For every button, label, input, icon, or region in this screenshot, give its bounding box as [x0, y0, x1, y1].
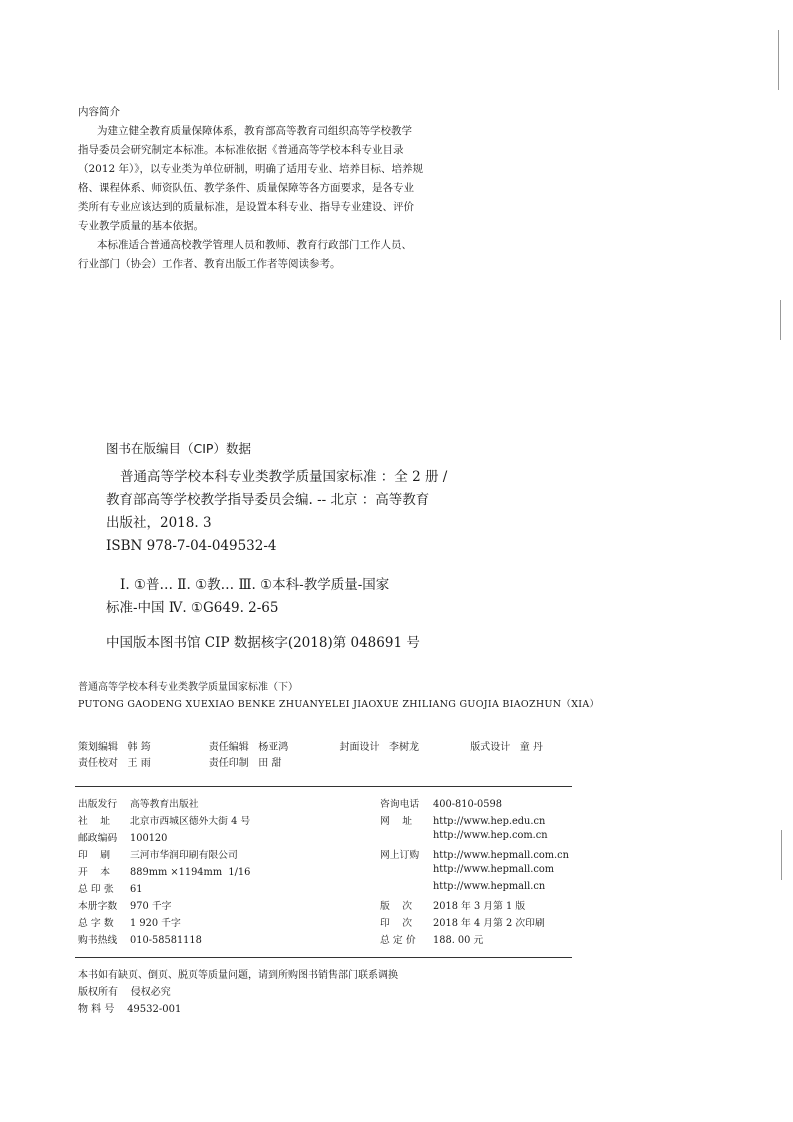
pub-value: 1 920 千字: [130, 918, 181, 929]
cip-title: 图书在版编目（CIP）数据: [106, 441, 251, 456]
staff-row: [78, 754, 281, 769]
staff-name: 田 甜: [258, 758, 282, 769]
pub-info-row: [380, 898, 525, 912]
staff-name: 童 丹: [519, 742, 543, 753]
pub-key: 网 址: [380, 816, 413, 827]
website-link[interactable]: http://www.hepmall.cn: [433, 881, 546, 892]
pub-key: 社 址: [78, 816, 111, 827]
cip-isbn: ISBN 978-7-04-049532-4: [106, 538, 277, 554]
divider: [75, 957, 572, 958]
book-title: 普通高等学校本科专业类教学质量国家标准（下）: [78, 682, 298, 693]
pub-info-row: [78, 847, 238, 861]
intro-body: [78, 122, 428, 274]
pub-info-row: [78, 932, 202, 946]
pub-key: 开 本: [78, 867, 111, 878]
staff-role: 版式设计: [470, 742, 511, 753]
staff-role: 责任校对: [78, 758, 118, 769]
website-link[interactable]: http://www.hep.edu.cn: [433, 816, 546, 827]
pub-info-row: [78, 864, 250, 878]
pub-value: 三河市华润印刷有限公司: [130, 850, 238, 861]
pub-value: 61: [130, 884, 143, 895]
pub-key: 版 次: [380, 901, 413, 912]
pub-value: 高等教育出版社: [130, 799, 199, 810]
cip-classification: 标准-中国 Ⅳ. ①G649. 2-65: [106, 600, 279, 616]
cip-number: 中国版本图书馆 CIP 数据核字(2018)第 048691 号: [106, 635, 420, 651]
divider: [75, 786, 572, 787]
website-link[interactable]: http://www.hepmall.com: [433, 864, 555, 875]
cip-line: 教育部高等学校教学指导委员会编. -- 北京 ：高等教育: [106, 492, 430, 508]
staff-role: 封面设计: [339, 742, 380, 753]
pub-value: 100120: [130, 833, 168, 844]
website-link[interactable]: http://www.hep.com.cn: [433, 830, 548, 841]
pub-key: 印 次: [380, 918, 413, 929]
intro-line: 为建立健全教育质量保障体系，教育部高等教育司组织高等学校教学: [97, 125, 412, 137]
pub-key: 出版发行: [78, 799, 118, 810]
pub-key: 总 定 价: [380, 935, 416, 946]
cip-block: [106, 466, 476, 655]
pub-info-row: [78, 898, 171, 912]
scan-edge-mark: [780, 300, 781, 340]
pub-info-row: [78, 830, 167, 844]
intro-line: 专业教学质量的基本依据。: [78, 220, 204, 232]
pub-value: 970 千字: [130, 901, 172, 912]
pub-key: 本册字数: [78, 901, 118, 912]
staff-name: 杨亚鸿: [258, 742, 289, 753]
pub-key: 总 印 张: [78, 884, 114, 895]
footer-material-number: 物 料 号 49532-001: [78, 1004, 182, 1015]
staff-name: 王 雨: [127, 758, 151, 769]
staff-role: 责任编辑: [208, 742, 249, 753]
scan-edge-mark: [778, 30, 779, 90]
pub-value: 010-58581118: [130, 935, 202, 946]
intro-line: 类所有专业应该达到的质量标准，是设置本科专业、指导专业建设、评价: [78, 201, 414, 213]
footer-note: 本书如有缺页、倒页、脱页等质量问题，请到所购图书销售部门联系调换: [78, 970, 398, 981]
pub-info-row: [78, 813, 250, 827]
pub-key: 印 刷: [78, 850, 111, 861]
pub-info-row: [78, 881, 142, 895]
pub-info-row: [380, 932, 483, 946]
pub-info-row: [78, 796, 199, 810]
pub-value: 北京市西城区德外大街 4 号: [130, 816, 251, 827]
intro-line: 指导委员会研究制定本标准。本标准依据《普通高等学校本科专业目录: [78, 144, 404, 156]
cip-classification: Ⅰ. ①普… Ⅱ. ①教… Ⅲ. ①本科-教学质量-国家: [120, 577, 390, 593]
pub-info-row: [78, 915, 181, 929]
pub-value: 2018 年 3 月第 1 版: [433, 901, 526, 912]
website-link[interactable]: http://www.hepmall.com.cn: [433, 850, 569, 861]
staff-role: 责任印制: [208, 758, 249, 769]
pub-value: 400-810-0598: [433, 799, 502, 810]
intro-line: 本标准适合普通高校教学管理人员和教师、教育行政部门工作人员、: [97, 239, 412, 251]
cip-line: 出版社，2018. 3: [106, 515, 212, 531]
intro-line: （2012 年）》，以专业类为单位研制，明确了适用专业、培养目标、培养规: [78, 163, 424, 175]
pub-info-row: [380, 915, 545, 929]
cip-line: 普通高等学校本科专业类教学质量国家标准 ：全 2 册 /: [120, 469, 448, 485]
pub-value: 889mm ×1194mm 1/16: [130, 867, 251, 878]
pub-value: 188. 00 元: [433, 935, 484, 946]
staff-row: [78, 738, 543, 753]
pub-info-row: [380, 881, 545, 892]
pub-key: 邮政编码: [78, 833, 118, 844]
pub-value: 2018 年 4 月第 2 次印刷: [433, 918, 545, 929]
pub-key: 咨询电话: [380, 799, 420, 810]
staff-name: 李树龙: [389, 742, 420, 753]
intro-line: 行业部门（协会）工作者、教育出版工作者等阅读参考。: [78, 258, 341, 270]
pub-key: 总 字 数: [78, 918, 114, 929]
pub-info-row: [380, 796, 502, 810]
pub-info-row: [380, 830, 548, 841]
pub-info-row: [380, 847, 569, 861]
intro-title: 内容简介: [78, 106, 120, 118]
scan-edge-mark: [781, 830, 782, 880]
staff-name: 韩 筠: [127, 742, 151, 753]
pub-info-row: [380, 813, 545, 827]
book-title-pinyin: PUTONG GAODENG XUEXIAO BENKE ZHUANYELEI JIAOXUE ZHILIANG GUOJIA BIAOZHUN（XIA）: [78, 699, 600, 710]
footer-copyright: 版权所有 侵权必究: [78, 987, 171, 998]
pub-key: 购书热线: [78, 935, 118, 946]
staff-role: 策划编辑: [78, 742, 118, 753]
pub-key: 网上订购: [380, 850, 420, 861]
pub-info-row: [380, 864, 554, 875]
intro-line: 格、课程体系、师资队伍、教学条件、质量保障等各方面要求，是各专业: [78, 182, 414, 194]
